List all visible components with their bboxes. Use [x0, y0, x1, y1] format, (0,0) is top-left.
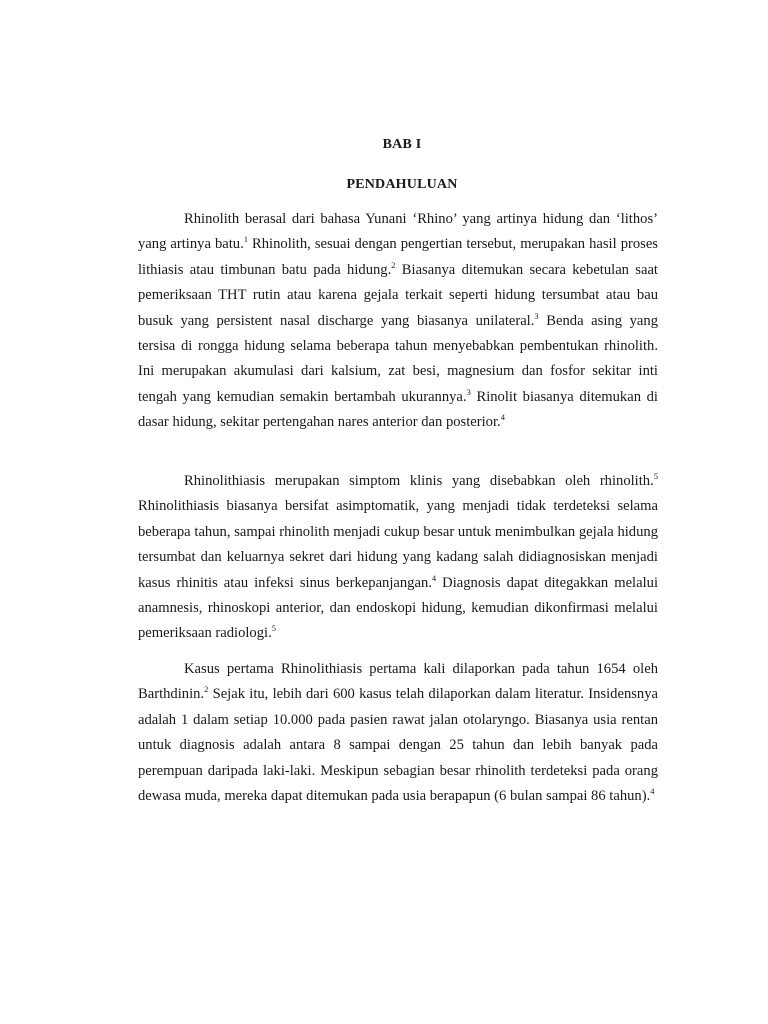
paragraph-2 — [138, 469, 658, 647]
chapter-number: BAB I — [382, 137, 422, 152]
paragraph-text: Sejak itu, lebih dari 600 kasus telah dilaporkan dalam literatur. Insidensnya adalah 1 dalam setiap 10.000 pada pasien rawat jalan otolaryngo. Biasanya usia rentan untuk diagnosis adalah antara 8 sampai dengan 25 tahun dan lebih banyak pada perempuan daripada laki-laki. Meskipun sebagian besar rhinolith terdeteksi pada orang dewasa muda, mereka dapat ditemukan pada usia berapapun (6 bulan sampai 86 tahun). — [138, 686, 658, 805]
paragraph-text: Rhinolith berasal dari bahasa Yunani ‘Rhino’ yang artinya hidung dan ‘lithos’ yang artinya batu. — [138, 211, 658, 253]
paragraph-text: Kasus pertama Rhinolithiasis pertama kali dilaporkan pada tahun 1654 oleh Barthdinin. — [138, 661, 658, 703]
citation-superscript: 1 — [243, 234, 248, 245]
paragraph-text: Rhinolithiasis merupakan simptom klinis yang disebabkan oleh rhinolith. — [184, 473, 654, 489]
citation-superscript: 4 — [500, 412, 505, 423]
paragraph-1 — [138, 207, 658, 436]
citation-superscript: 5 — [271, 623, 276, 634]
citation-superscript: 4 — [431, 572, 437, 583]
paragraph-text: Biasanya ditemukan secara kebetulan saat pemeriksaan THT rutin atau karena gejala terkait seperti hidung tersumbat atau bau busuk yang persistent nasal discharge yang biasanya unilateral. — [138, 261, 658, 329]
paragraph-text: Rinolit biasanya ditemukan di dasar hidung, sekitar pertengahan nares anterior dan posterior. — [138, 388, 658, 431]
paragraph-3 — [138, 657, 658, 809]
citation-superscript: 2 — [391, 259, 396, 270]
citation-superscript: 2 — [204, 684, 209, 695]
paragraph-text: Rhinolithiasis biasanya bersifat asimptomatik, yang menjadi tidak terdeteksi selama beberapa tahun, sampai rhinolith menjadi cukup besar untuk menimbulkan gejala hidung tersumbat dan keluarnya sekret dari hidung yang kadang salah didiagnosiskan menjadi kasus rhinitis atau infeksi sinus berkepanjangan. — [138, 498, 658, 591]
citation-superscript: 3 — [534, 310, 539, 321]
citation-superscript: 4 — [650, 786, 655, 797]
citation-superscript: 5 — [653, 471, 658, 481]
paragraph-text: Benda asing yang tersisa di rongga hidung selama beberapa tahun menyebabkan pembentukan rhinolith. Ini merupakan akumulasi dari kalsium, zat besi, magnesium dan fosfor sekitar inti tengah yang kemudian semakin bertambah ukurannya. — [138, 312, 658, 405]
paragraph-text: Diagnosis dapat ditegakkan melalui anamnesis, rhinoskopi anterior, dan endoskopi hidung, kemudian dikonfirmasi melalui pemeriksaan radiologi. — [138, 574, 658, 642]
paragraph-text: Rhinolith, sesuai dengan pengertian tersebut, merupakan hasil proses lithiasis atau timbunan batu pada hidung. — [138, 236, 658, 278]
citation-superscript: 3 — [466, 386, 471, 397]
chapter-title: PENDAHULUAN — [346, 177, 458, 192]
